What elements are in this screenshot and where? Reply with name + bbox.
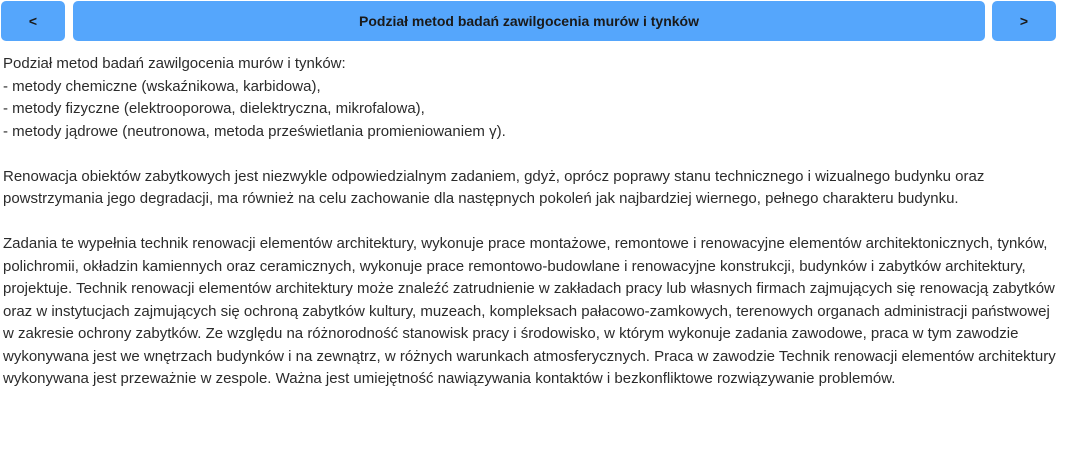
- methods-heading: Podział metod badań zawilgocenia murów i tynków:: [3, 55, 346, 72]
- methods-list: [3, 53, 1058, 143]
- next-label: >: [1019, 13, 1029, 29]
- method-item-nuclear: - metody jądrowe (neutronowa, metoda prześwietlania promieniowaniem γ).: [3, 122, 506, 140]
- method-item-chemical: - metody chemiczne (wskaźnikowa, karbidowa),: [3, 77, 321, 95]
- paragraph-technician: Zadania te wypełnia technik renowacji elementów architektury, wykonuje prace montażowe, remontowe i renowacyjne elementów architektonicznych, tynków, polichromii, okładzin kamiennych oraz ceramicznych, wykonuje prace remontowo-budowlane i renowacyjne konstrukcji, budynków i zabytków architektury, projektuje. Technik renowacji elementów architektury może znaleźć zatrudnienie w zakładach pracy lub własnych firmach zajmujących się renowacją zabytków oraz w instytucjach zajmujących się ochroną zabytków kultury, muzeach, kompleksach pałacowo-zamkowych, terenowych organach administracji państwowej w zakresie ochrony zabytków. Ze względu na różnorodność stanowisk pracy i środowisko, w którym wykonuje zadania zawodowe, praca w tym zawodzie wykonywana jest we wnętrzach budynków i na zewnątrz, w różnych warunkach atmosferycznych. Praca w zawodzie Technik renowacji elementów architektury wykonywana jest przeważnie w zespole. Ważna jest umiejętność nawiązywania kontaktów i bezkonfliktowe rozwiązywanie problemów.: [3, 235, 1056, 387]
- previous-label: <: [28, 13, 38, 29]
- method-item-physical: - metody fizyczne (elektrooporowa, dielektryczna, mikrofalowa),: [3, 100, 425, 117]
- navigation-bar: [0, 1, 1067, 42]
- title-button[interactable]: [73, 1, 985, 41]
- previous-button[interactable]: [1, 1, 65, 41]
- paragraph-renovation: Renowacja obiektów zabytkowych jest niezwykle odpowiedzialnym zadaniem, gdyż, oprócz poprawy stanu technicznego i wizualnego budynku oraz powstrzymania jego degradacji, ma również na celu zachowanie dla następnych pokoleń jak najbardziej wiernego, pełnego charakteru budynku.: [3, 167, 985, 207]
- next-button[interactable]: [992, 1, 1056, 41]
- content-area: [3, 53, 1058, 413]
- page-title: Podział metod badań zawilgocenia murów i tynków: [359, 13, 699, 29]
